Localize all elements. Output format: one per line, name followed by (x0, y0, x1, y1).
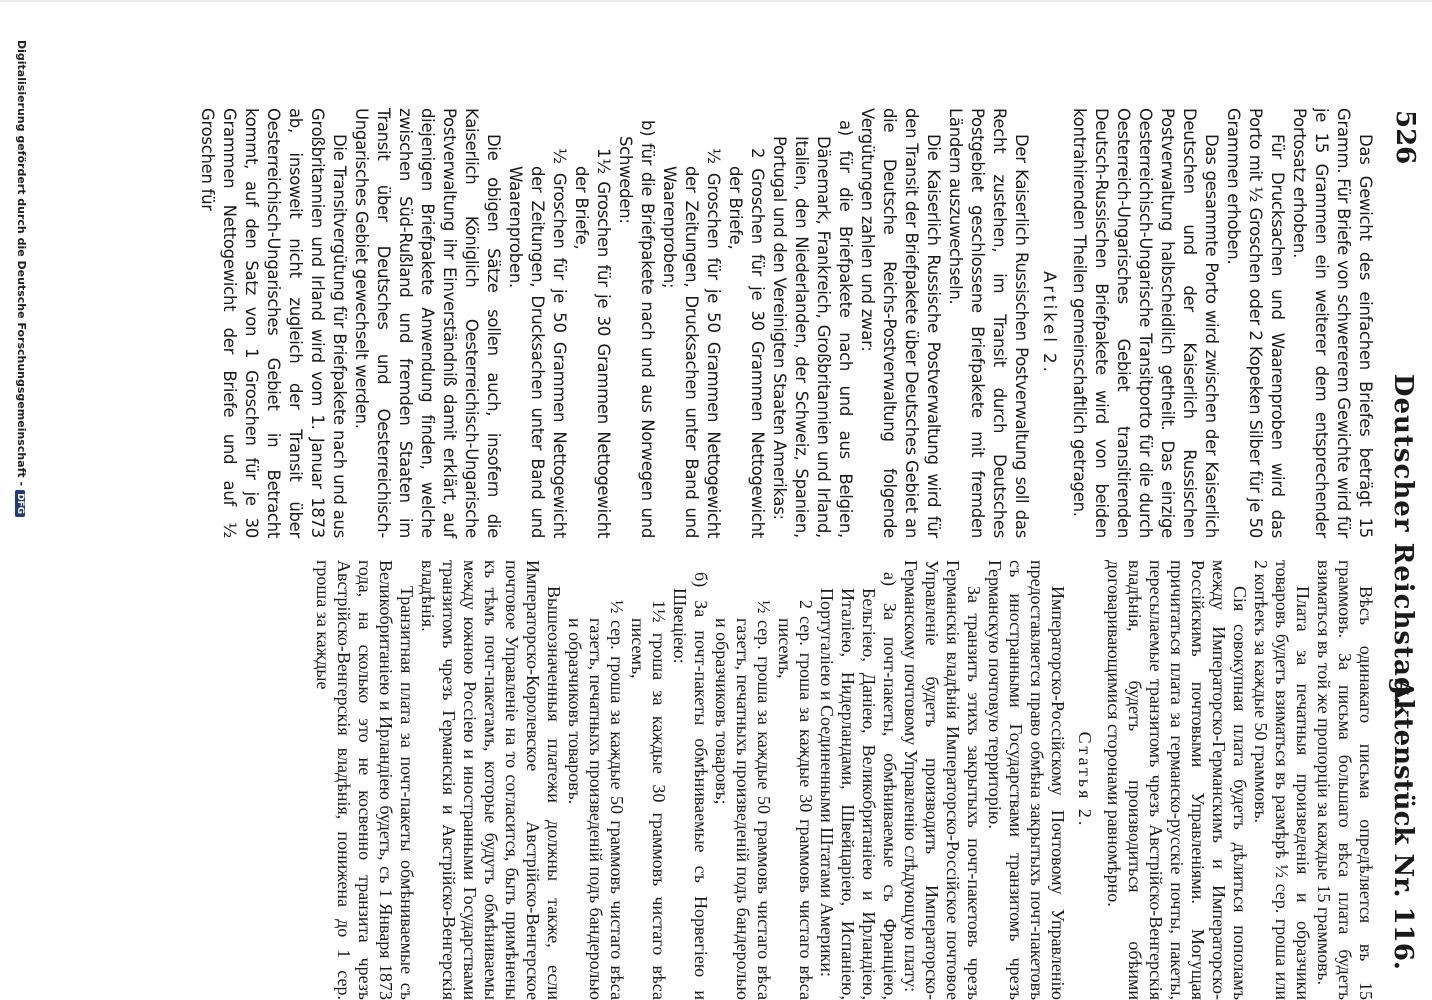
article-heading: Статья 2. (1075, 731, 1095, 829)
credit-text: Digitalisierung gefördert durch die Deutsche Forschungsgemeinschaft - (15, 40, 28, 487)
paragraph: Сія совокупная плата будетъ дѣлиться пополамъ между Императорско-Германскимъ и Императорско-Россійскимъ почтовыми Управленіями. Могущая причитаться плата за германско-русскіе почты, пакеты, пересылаемые транзитомъ чрезъ Австрійско-Венгерскія владѣнія, будетъ производиться обѣими договаривающимися сторонами равномѣрно. (1104, 560, 1250, 1000)
page-title: Deutscher Reichstag. (1388, 373, 1418, 707)
list-subitem: ½ Groschen für je 50 Grammen Nettogewicht der Zeitungen, Drucksachen unter Band und Waarenproben. (506, 148, 569, 538)
list-subitem: ½ сер. гроша за каждые 50 граммовъ чистаго вѣса газетъ, печатныхъ произведеній подъ бандеролью и образчиковъ товаровъ. (565, 600, 627, 1000)
page-edge (0, 0, 1432, 2)
digitization-credit (15, 40, 28, 517)
list-subitem: ½ сер. гроша за каждые 50 граммовъ чистаго вѣса газетъ, печатныхъ произведеній подъ бандеролью и образчиковъ товаровъ; (712, 600, 774, 1000)
german-column (196, 108, 1376, 538)
list-item: b) für die Briefpakete nach und aus Norwegen und Schweden: (616, 120, 657, 538)
paragraph: Die obigen Sätze sollen auch, insofern die Kaiserlich Königlich Oesterreichisch-Ungarische Postverwaltung ihr Einverständniß damit erklärt, auf diejenigen Briefpakete Anwendung finden, welche zwischen Süd-Rußland und fremden Staaten im Transit über Deutsches und Oesterreichisch-Ungarisches Gebiet gewechselt werden. (352, 108, 503, 538)
paragraph: Императорско-Россійскому Почтовому Управленію предоставляется право обмѣна закрытыхъ почт-пакетовъ съ иностранными Государствами транзитомъ чрезъ Германскую почтовую территорію. (985, 560, 1068, 1000)
paragraph: Плата за печатныя произведенія и образчики товаровъ будетъ взиматься въ размѣрѣ ½ сер. гроша или 2 копѣекъ за каждые 50 граммовъ. (1251, 560, 1313, 1000)
paragraph: Das Gewicht des einfachen Briefes beträgt 15 Gramm. Für Briefe von schwererem Gewichte wird für je 15 Grammen ein weiterer dem entsprechender Portosatz erhoben. (1290, 108, 1375, 538)
paragraph: За транзитъ этихъ закрытыхъ почт-пакетовъ чрезъ Германскія владѣнія Императорско-Россійское почтовое Управленіе будетъ производить Императорско-Германскому почтовому Управленію слѣдующую плату: (901, 560, 984, 1000)
list-subitem: 2 Groschen für je 30 Grammen Nettogewicht der Briefe, (726, 148, 767, 538)
page-header (1386, 110, 1420, 970)
list-subitem: 1½ Groschen für je 30 Grammen Nettogewicht der Briefe, (572, 148, 613, 538)
list-subitem: 2 сер. гроша за каждые 30 граммовъ чистаго вѣса писемъ, (775, 600, 816, 1000)
list-subitem: ½ Groschen für je 50 Grammen Nettogewicht der Zeitungen, Drucksachen unter Band und Waarenproben; (660, 148, 723, 538)
paragraph: Das gesammte Porto wird zwischen der Kaiserlich Deutschen und der Kaiserlich Russischen Postverwaltung halbscheidlich getheilt. Das einzige Oesterreichisch-Ungarische Transitporto für die durch Oesterreich-Ungarisches Gebiet transitirenden Deutsch-Russischen Briefpakete wird von beiden kontrahirenden Theilen gemeinschaftlich getragen. (1070, 108, 1221, 538)
article-heading: Artikel 2. (1040, 271, 1059, 375)
page-number: 526 (1390, 110, 1420, 165)
list-subitem: 1½ гроша за каждые 30 граммовъ чистаго вѣса писемъ, (628, 600, 669, 1000)
list-item: a) für die Briefpakete nach und aus Belgien, Dänemark, Frankreich, Großbritannien und Irland, Italien, den Niederlanden, der Schweiz, Spanien, Portugal und den Vereinigten Staaten Amerikas: (770, 120, 855, 538)
paragraph: Вѣсъ одинакаго письма опредѣляется въ 15 граммовъ. За письма большаго вѣса плата будетъ взиматься въ той же пропорціи за каждые 15 граммовъ. (1314, 560, 1376, 1000)
list-item: б) За почт-пакеты обмѣниваемые съ Норвегіею и Швеціею: (670, 572, 711, 1000)
paragraph: Транзитная плата за почт-пакеты обмѣниваемые съ Великобританіею и Ирландіею будетъ, съ 1 Января 1873 года, на сколько это не косвенно транзита чрезъ Австрійско-Венгерскія владѣнія, понижена до 1 сер. гроша за каждые (313, 560, 417, 1000)
paragraph: Der Kaiserlich Russischen Postverwaltung soll das Recht zustehen, im Transit durch Deutsches Postgebiet geschlossene Briefpakete mit fremden Ländern auszuwechseln. (946, 108, 1031, 538)
paragraph: Вышеозначенныя платежи должны также, если Императорско-Королевское Австрійско-Венгерское почтовое Управленіе на то согласится, быть примѣнены къ тѣмъ почт-пакетамъ, которые будутъ обмѣниваемы между южною Россіею и иностранными Государствами транзитомъ чрезъ Германскія и Австрійско-Венгерскія владѣнія. (418, 560, 564, 1000)
paragraph: Die Kaiserlich Russische Postverwaltung wird für den Transit der Briefpakete über Deutsches Gebiet an die Deutsche Reichs-Postverwaltung folgende Vergütungen zahlen und zwar: (858, 108, 943, 538)
paragraph: Für Drucksachen und Waarenproben wird das Porto mit ½ Groschen oder 2 Kopeken Silber für je 50 Grammen erhoben. (1224, 108, 1287, 538)
list-item: а) За почт-пакеты, обмѣниваемые съ Франціею, Бельгіею, Даніею, Великобританіею и Ирландіею, Италіею, Нидерландами, Швейцаріею, Испаніею, Португаліею и Соединенными Штатами Америки: (817, 572, 900, 1000)
paragraph: Die Transitvergütung für Briefpakete nach und aus Großbritannien und Irland wird vom 1. Januar 1873 ab, insoweit nicht zugleich der Transit über Oesterreichisch-Ungarisches Gebiet in Betracht kommt, auf den Satz von 1 Groschen für je 30 Grammen Nettogewicht der Briefe und auf ½ Groschen für (198, 108, 349, 538)
dfg-logo: DFG (15, 490, 25, 517)
document-number: Aktenstück Nr. 116. (1388, 679, 1418, 970)
russian-column (312, 560, 1376, 1000)
